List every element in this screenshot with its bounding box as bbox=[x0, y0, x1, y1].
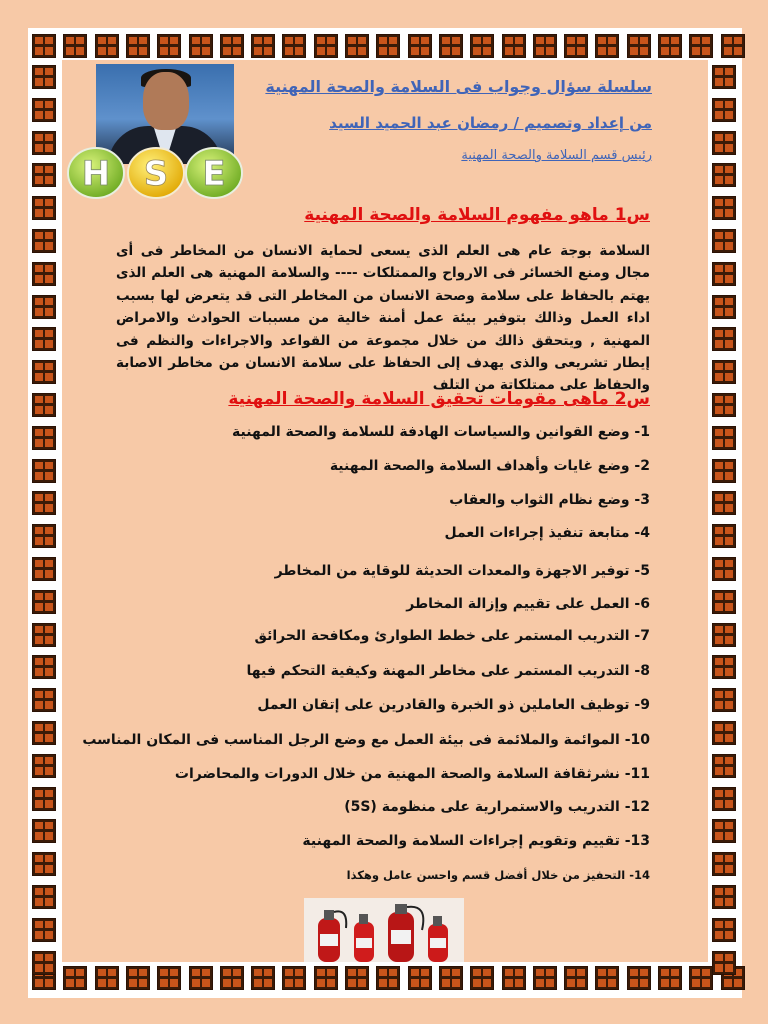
border-brick bbox=[32, 34, 56, 58]
border-brick bbox=[95, 966, 119, 990]
border-brick bbox=[32, 590, 56, 614]
border-brick bbox=[32, 787, 56, 811]
border-brick bbox=[595, 966, 619, 990]
border-brick bbox=[564, 34, 588, 58]
border-brick bbox=[689, 966, 713, 990]
border-brick bbox=[376, 34, 400, 58]
border-brick bbox=[712, 163, 736, 187]
border-brick bbox=[712, 65, 736, 89]
border-brick bbox=[502, 34, 526, 58]
border-brick bbox=[32, 327, 56, 351]
border-brick bbox=[282, 34, 306, 58]
logo-h-letter: H bbox=[81, 154, 111, 194]
border-brick bbox=[32, 524, 56, 548]
border-brick bbox=[32, 360, 56, 384]
border-brick bbox=[32, 819, 56, 843]
border-brick bbox=[32, 196, 56, 220]
list-item: 12- التدريب والاستمرارية على منظومة (5S) bbox=[344, 799, 650, 815]
border-brick bbox=[189, 966, 213, 990]
border-brick bbox=[533, 966, 557, 990]
border-brick bbox=[32, 491, 56, 515]
border-brick bbox=[627, 966, 651, 990]
border-brick bbox=[712, 360, 736, 384]
logo-e-letter: E bbox=[202, 154, 226, 194]
list-item: 14- التحفيز من خلال أفضل قسم واحسن عامل وهكذا bbox=[346, 868, 650, 882]
border-brick bbox=[345, 34, 369, 58]
logo-s-letter: S bbox=[143, 154, 169, 194]
border-brick bbox=[712, 623, 736, 647]
border-brick bbox=[721, 34, 745, 58]
border-brick bbox=[712, 557, 736, 581]
list-item: 10- الموائمة والملائمة فى بيئة العمل مع وضع الرجل المناسب فى المكان المناسب bbox=[82, 732, 650, 748]
border-brick bbox=[32, 262, 56, 286]
border-brick bbox=[32, 885, 56, 909]
border-brick bbox=[712, 295, 736, 319]
border-brick bbox=[32, 754, 56, 778]
list-item: 9- توظيف العاملين ذو الخبرة والقادرين على إتقان العمل bbox=[257, 697, 650, 713]
border-brick bbox=[32, 852, 56, 876]
list-item: 7- التدريب المستمر على خطط الطوارئ ومكافحة الحرائق bbox=[254, 628, 650, 644]
border-brick bbox=[439, 966, 463, 990]
border-brick bbox=[712, 754, 736, 778]
border-brick bbox=[712, 885, 736, 909]
border-brick bbox=[32, 459, 56, 483]
series-title: سلسلة سؤال وجواب فى السلامة والصحة المهنية bbox=[265, 77, 652, 96]
border-brick bbox=[314, 966, 338, 990]
border-brick bbox=[712, 721, 736, 745]
border-brick bbox=[712, 131, 736, 155]
border-brick bbox=[712, 590, 736, 614]
border-brick bbox=[658, 34, 682, 58]
border-brick bbox=[470, 34, 494, 58]
fire-extinguishers-image bbox=[304, 898, 464, 962]
border-brick bbox=[712, 852, 736, 876]
border-brick bbox=[32, 655, 56, 679]
border-brick bbox=[712, 787, 736, 811]
border-brick bbox=[220, 966, 244, 990]
question-1-answer: السلامة بوجة عام هى العلم الذى يسعى لحماية الانسان من المخاطر فى أى مجال ومنع الخسائر فى الارواح والممتلكات ---- والسلامة المهنية هى العلم الذى يهتم بالحفاظ على سلامة وصحة الانسان من المخاطر التى قد يتعرض لها بسبب اداء العمل وذالك بتوفير بيئة عمل أمنة خالية من مسببات الحوادث والامراض المهنية , ويتحقق ذالك من خلال مجموعة من القواعد والاجراءات والنظم فى إيطار تشريعى والذى يهدف إلى الحفاظ على سلامة الانسان من مخاطر الاصابة والحفاظ على ممتلكاتة من التلف bbox=[116, 243, 650, 394]
border-brick bbox=[32, 721, 56, 745]
border-brick bbox=[712, 688, 736, 712]
border-brick bbox=[712, 196, 736, 220]
border-brick bbox=[712, 426, 736, 450]
question-1-title: س1 ماهو مفهوم السلامة والصحة المهنية bbox=[304, 205, 650, 225]
border-brick bbox=[32, 229, 56, 253]
border-brick bbox=[712, 98, 736, 122]
border-brick bbox=[689, 34, 713, 58]
list-item: 5- توفير الاجهزة والمعدات الحديثة للوقاية من المخاطر bbox=[274, 563, 650, 579]
border-brick bbox=[251, 34, 275, 58]
author-line: من إعداد وتصميم / رمضان عبد الحميد السيد bbox=[329, 114, 652, 132]
border-brick bbox=[32, 393, 56, 417]
border-brick bbox=[533, 34, 557, 58]
list-item: 4- متابعة تنفيذ إجراءات العمل bbox=[444, 525, 650, 541]
author-position: رئيس قسم السلامة والصحة المهنية bbox=[461, 148, 652, 163]
border-brick bbox=[345, 966, 369, 990]
border-brick bbox=[63, 34, 87, 58]
border-brick bbox=[712, 524, 736, 548]
border-brick bbox=[63, 966, 87, 990]
border-brick bbox=[32, 623, 56, 647]
border-brick bbox=[408, 34, 432, 58]
hse-logo bbox=[64, 144, 248, 202]
border-brick bbox=[95, 34, 119, 58]
border-brick bbox=[502, 966, 526, 990]
border-brick bbox=[157, 966, 181, 990]
border-brick bbox=[408, 966, 432, 990]
list-item: 2- وضع غايات وأهداف السلامة والصحة المهنية bbox=[329, 458, 650, 474]
border-brick bbox=[712, 951, 736, 975]
border-brick bbox=[712, 655, 736, 679]
border-brick bbox=[627, 34, 651, 58]
border-brick bbox=[32, 65, 56, 89]
border-brick bbox=[157, 34, 181, 58]
border-brick bbox=[712, 459, 736, 483]
list-item: 11- نشرثقافة السلامة والصحة المهنية من خلال الدورات والمحاضرات bbox=[174, 766, 650, 782]
border-brick bbox=[189, 34, 213, 58]
border-brick bbox=[712, 393, 736, 417]
border-brick bbox=[32, 295, 56, 319]
border-brick bbox=[314, 34, 338, 58]
border-brick bbox=[32, 426, 56, 450]
border-brick bbox=[712, 918, 736, 942]
list-item: 8- التدريب المستمر على مخاطر المهنة وكيفية التحكم فيها bbox=[246, 663, 650, 679]
list-item: 3- وضع نظام الثواب والعقاب bbox=[449, 492, 650, 508]
list-item: 6- العمل على تقييم وإزالة المخاطر bbox=[406, 596, 650, 612]
border-brick bbox=[439, 34, 463, 58]
border-brick bbox=[376, 966, 400, 990]
border-brick bbox=[32, 98, 56, 122]
border-brick bbox=[32, 688, 56, 712]
list-item: 13- تقييم وتقويم إجراءات السلامة والصحة المهنية bbox=[302, 833, 650, 849]
list-item: 1- وضع القوانين والسياسات الهادفة للسلامة والصحة المهنية bbox=[232, 424, 650, 440]
border-brick bbox=[32, 557, 56, 581]
border-brick bbox=[564, 966, 588, 990]
border-brick bbox=[126, 966, 150, 990]
border-brick bbox=[712, 327, 736, 351]
border-brick bbox=[32, 951, 56, 975]
border-brick bbox=[658, 966, 682, 990]
border-brick bbox=[712, 819, 736, 843]
border-brick bbox=[251, 966, 275, 990]
border-brick bbox=[595, 34, 619, 58]
border-brick bbox=[220, 34, 244, 58]
border-brick bbox=[32, 131, 56, 155]
border-brick bbox=[32, 918, 56, 942]
question-2-title: س2 ماهى مقومات تحقيق السلامة والصحة المهنية bbox=[228, 389, 650, 409]
border-brick bbox=[282, 966, 306, 990]
border-brick bbox=[32, 163, 56, 187]
border-brick bbox=[470, 966, 494, 990]
border-brick bbox=[712, 229, 736, 253]
border-brick bbox=[126, 34, 150, 58]
border-brick bbox=[712, 262, 736, 286]
border-brick bbox=[712, 491, 736, 515]
